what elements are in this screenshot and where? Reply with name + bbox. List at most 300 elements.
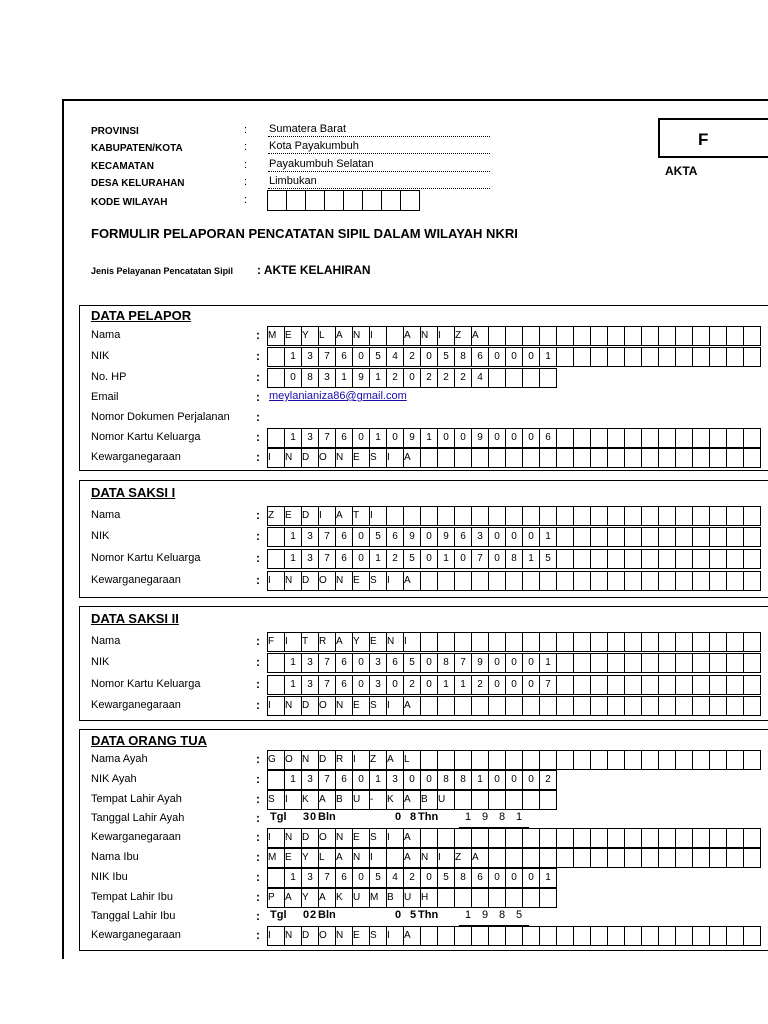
- char-cell[interactable]: 5: [369, 347, 387, 367]
- char-cell[interactable]: 0: [284, 368, 302, 388]
- char-cell[interactable]: 7: [318, 868, 336, 888]
- char-cell[interactable]: A: [471, 326, 489, 346]
- char-cell[interactable]: [420, 632, 438, 652]
- header-value[interactable]: Kota Payakumbuh: [268, 139, 490, 154]
- char-cell[interactable]: [675, 571, 693, 591]
- char-cell[interactable]: 1: [284, 347, 302, 367]
- char-cell[interactable]: I: [267, 696, 285, 716]
- char-cell[interactable]: 1: [539, 527, 557, 547]
- char-cell[interactable]: [573, 675, 591, 695]
- char-cell[interactable]: [471, 571, 489, 591]
- date-day-2[interactable]: 2: [310, 909, 317, 921]
- char-cell[interactable]: [709, 750, 727, 770]
- char-cell[interactable]: 6: [539, 428, 557, 448]
- char-cell[interactable]: I: [318, 506, 336, 526]
- char-cell[interactable]: [743, 828, 761, 848]
- char-cell[interactable]: [658, 448, 676, 468]
- char-cell[interactable]: [505, 326, 523, 346]
- char-cell[interactable]: [505, 926, 523, 946]
- char-cell[interactable]: [743, 571, 761, 591]
- char-cell[interactable]: [607, 675, 625, 695]
- char-cell[interactable]: [556, 428, 574, 448]
- char-cell[interactable]: [488, 750, 506, 770]
- char-cell[interactable]: I: [386, 571, 404, 591]
- char-cell[interactable]: [471, 448, 489, 468]
- char-cell[interactable]: 0: [488, 770, 506, 790]
- char-cell[interactable]: [726, 696, 744, 716]
- char-cell[interactable]: [471, 750, 489, 770]
- char-grid[interactable]: [268, 369, 557, 388]
- char-cell[interactable]: 0: [420, 527, 438, 547]
- char-cell[interactable]: [607, 828, 625, 848]
- char-cell[interactable]: [471, 926, 489, 946]
- char-cell[interactable]: N: [301, 750, 319, 770]
- char-grid[interactable]: [268, 327, 761, 346]
- char-cell[interactable]: [403, 506, 421, 526]
- char-cell[interactable]: U: [403, 888, 421, 908]
- char-cell[interactable]: D: [301, 571, 319, 591]
- char-cell[interactable]: [726, 549, 744, 569]
- char-cell[interactable]: [692, 326, 710, 346]
- char-cell[interactable]: 6: [335, 549, 353, 569]
- char-cell[interactable]: [386, 848, 404, 868]
- char-cell[interactable]: [692, 506, 710, 526]
- char-cell[interactable]: 5: [369, 527, 387, 547]
- char-cell[interactable]: [488, 448, 506, 468]
- char-grid[interactable]: [268, 751, 761, 770]
- char-cell[interactable]: [488, 828, 506, 848]
- char-cell[interactable]: [522, 571, 540, 591]
- char-cell[interactable]: I: [386, 696, 404, 716]
- char-cell[interactable]: N: [335, 696, 353, 716]
- char-cell[interactable]: I: [267, 926, 285, 946]
- char-cell[interactable]: [675, 527, 693, 547]
- date-year-4[interactable]: 5: [516, 909, 523, 921]
- char-cell[interactable]: [726, 750, 744, 770]
- char-cell[interactable]: [658, 653, 676, 673]
- char-cell[interactable]: [590, 347, 608, 367]
- date-tgl[interactable]: Tgl: [270, 909, 287, 921]
- char-cell[interactable]: [675, 848, 693, 868]
- date-day-1[interactable]: 3: [303, 811, 310, 823]
- char-cell[interactable]: 0: [522, 653, 540, 673]
- date-bln[interactable]: Bln: [318, 909, 336, 921]
- char-cell[interactable]: I: [267, 828, 285, 848]
- char-cell[interactable]: 0: [352, 868, 370, 888]
- char-cell[interactable]: [437, 926, 455, 946]
- char-cell[interactable]: D: [301, 828, 319, 848]
- char-cell[interactable]: N: [352, 848, 370, 868]
- date-year-2[interactable]: 9: [482, 811, 489, 823]
- date-year-4[interactable]: 1: [516, 811, 523, 823]
- char-cell[interactable]: [709, 571, 727, 591]
- char-cell[interactable]: [726, 448, 744, 468]
- char-cell[interactable]: [573, 653, 591, 673]
- char-cell[interactable]: [420, 448, 438, 468]
- char-cell[interactable]: 9: [471, 653, 489, 673]
- char-cell[interactable]: [471, 790, 489, 810]
- char-cell[interactable]: Y: [352, 632, 370, 652]
- char-cell[interactable]: [267, 368, 285, 388]
- char-cell[interactable]: [743, 926, 761, 946]
- char-grid[interactable]: [268, 348, 761, 367]
- char-cell[interactable]: [726, 828, 744, 848]
- char-cell[interactable]: [658, 571, 676, 591]
- date-day-2[interactable]: 0: [310, 811, 317, 823]
- char-cell[interactable]: [641, 696, 659, 716]
- char-cell[interactable]: [556, 549, 574, 569]
- char-cell[interactable]: [590, 527, 608, 547]
- date-day-1[interactable]: 0: [303, 909, 310, 921]
- char-cell[interactable]: [505, 696, 523, 716]
- char-cell[interactable]: [573, 848, 591, 868]
- char-cell[interactable]: [590, 506, 608, 526]
- char-cell[interactable]: 2: [454, 368, 472, 388]
- char-cell[interactable]: O: [318, 828, 336, 848]
- date-year-3[interactable]: 8: [499, 909, 506, 921]
- char-cell[interactable]: [726, 675, 744, 695]
- char-cell[interactable]: [726, 428, 744, 448]
- char-grid[interactable]: [268, 633, 761, 652]
- char-cell[interactable]: [709, 428, 727, 448]
- char-cell[interactable]: 6: [386, 653, 404, 673]
- char-cell[interactable]: Y: [301, 888, 319, 908]
- char-cell[interactable]: [675, 549, 693, 569]
- char-cell[interactable]: 1: [369, 549, 387, 569]
- char-cell[interactable]: [743, 347, 761, 367]
- char-cell[interactable]: [726, 571, 744, 591]
- char-cell[interactable]: 9: [403, 527, 421, 547]
- char-cell[interactable]: [573, 347, 591, 367]
- char-cell[interactable]: [505, 368, 523, 388]
- char-cell[interactable]: [641, 347, 659, 367]
- char-cell[interactable]: [386, 506, 404, 526]
- char-cell[interactable]: [505, 828, 523, 848]
- char-grid[interactable]: [268, 507, 761, 526]
- char-cell[interactable]: [692, 828, 710, 848]
- char-cell[interactable]: [590, 549, 608, 569]
- char-cell[interactable]: [505, 848, 523, 868]
- char-cell[interactable]: 7: [318, 653, 336, 673]
- char-cell[interactable]: 1: [284, 770, 302, 790]
- char-cell[interactable]: -: [369, 790, 387, 810]
- date-year-3[interactable]: 8: [499, 811, 506, 823]
- date-month-1[interactable]: 0: [395, 909, 402, 921]
- char-cell[interactable]: A: [403, 326, 421, 346]
- char-cell[interactable]: [675, 632, 693, 652]
- char-cell[interactable]: E: [352, 828, 370, 848]
- char-cell[interactable]: 5: [369, 868, 387, 888]
- char-cell[interactable]: [675, 926, 693, 946]
- char-cell[interactable]: [641, 926, 659, 946]
- char-cell[interactable]: 1: [471, 770, 489, 790]
- char-cell[interactable]: 0: [352, 527, 370, 547]
- char-cell[interactable]: 0: [454, 549, 472, 569]
- char-cell[interactable]: 6: [335, 428, 353, 448]
- char-cell[interactable]: 0: [522, 428, 540, 448]
- char-cell[interactable]: 2: [539, 770, 557, 790]
- char-cell[interactable]: [641, 326, 659, 346]
- char-cell[interactable]: D: [301, 926, 319, 946]
- char-cell[interactable]: [658, 326, 676, 346]
- char-cell[interactable]: P: [267, 888, 285, 908]
- char-cell[interactable]: 0: [505, 527, 523, 547]
- char-cell[interactable]: [573, 632, 591, 652]
- char-cell[interactable]: S: [369, 926, 387, 946]
- char-cell[interactable]: [607, 750, 625, 770]
- date-thn[interactable]: Thn: [418, 811, 439, 823]
- char-cell[interactable]: [624, 632, 642, 652]
- char-cell[interactable]: 5: [403, 549, 421, 569]
- char-cell[interactable]: [590, 750, 608, 770]
- char-cell[interactable]: 1: [369, 770, 387, 790]
- date-year-2[interactable]: 9: [482, 909, 489, 921]
- char-cell[interactable]: A: [386, 750, 404, 770]
- char-cell[interactable]: [437, 828, 455, 848]
- char-cell[interactable]: [675, 428, 693, 448]
- char-cell[interactable]: I: [437, 326, 455, 346]
- char-cell[interactable]: [590, 828, 608, 848]
- char-cell[interactable]: 8: [454, 347, 472, 367]
- char-cell[interactable]: [590, 848, 608, 868]
- char-cell[interactable]: I: [267, 571, 285, 591]
- char-cell[interactable]: [709, 848, 727, 868]
- char-grid[interactable]: [268, 676, 761, 695]
- char-cell[interactable]: [692, 750, 710, 770]
- char-cell[interactable]: [675, 448, 693, 468]
- char-cell[interactable]: E: [352, 696, 370, 716]
- char-cell[interactable]: 8: [301, 368, 319, 388]
- char-cell[interactable]: 0: [522, 675, 540, 695]
- char-cell[interactable]: A: [403, 448, 421, 468]
- char-cell[interactable]: E: [284, 848, 302, 868]
- char-cell[interactable]: [437, 750, 455, 770]
- char-cell[interactable]: [590, 696, 608, 716]
- char-cell[interactable]: [505, 571, 523, 591]
- char-cell[interactable]: [641, 675, 659, 695]
- char-cell[interactable]: [726, 848, 744, 868]
- char-cell[interactable]: 7: [454, 653, 472, 673]
- char-cell[interactable]: 0: [488, 675, 506, 695]
- char-cell[interactable]: E: [352, 448, 370, 468]
- char-cell[interactable]: [675, 696, 693, 716]
- char-cell[interactable]: A: [403, 828, 421, 848]
- char-cell[interactable]: Z: [454, 326, 472, 346]
- char-cell[interactable]: 1: [437, 675, 455, 695]
- char-cell[interactable]: K: [335, 888, 353, 908]
- char-cell[interactable]: S: [267, 790, 285, 810]
- char-cell[interactable]: [267, 653, 285, 673]
- char-cell[interactable]: 6: [335, 770, 353, 790]
- char-cell[interactable]: [624, 571, 642, 591]
- char-cell[interactable]: [488, 506, 506, 526]
- char-cell[interactable]: A: [403, 926, 421, 946]
- char-cell[interactable]: [505, 448, 523, 468]
- char-cell[interactable]: E: [352, 926, 370, 946]
- char-cell[interactable]: R: [335, 750, 353, 770]
- char-cell[interactable]: [692, 549, 710, 569]
- char-cell[interactable]: I: [369, 506, 387, 526]
- char-cell[interactable]: [437, 888, 455, 908]
- char-cell[interactable]: 1: [284, 428, 302, 448]
- char-cell[interactable]: [726, 527, 744, 547]
- char-cell[interactable]: B: [335, 790, 353, 810]
- char-cell[interactable]: [522, 326, 540, 346]
- char-cell[interactable]: [726, 632, 744, 652]
- char-cell[interactable]: 2: [403, 868, 421, 888]
- char-cell[interactable]: [692, 926, 710, 946]
- char-cell[interactable]: 2: [386, 549, 404, 569]
- char-cell[interactable]: [709, 448, 727, 468]
- char-cell[interactable]: [624, 675, 642, 695]
- char-cell[interactable]: 2: [403, 347, 421, 367]
- char-cell[interactable]: 5: [437, 347, 455, 367]
- char-cell[interactable]: [607, 527, 625, 547]
- char-cell[interactable]: O: [284, 750, 302, 770]
- char-cell[interactable]: [454, 750, 472, 770]
- char-cell[interactable]: 3: [369, 653, 387, 673]
- kode-cell[interactable]: [343, 190, 363, 211]
- char-cell[interactable]: N: [352, 326, 370, 346]
- date-year-1[interactable]: 1: [465, 811, 472, 823]
- char-cell[interactable]: 3: [301, 527, 319, 547]
- char-cell[interactable]: [641, 571, 659, 591]
- char-cell[interactable]: 1: [369, 428, 387, 448]
- date-month-1[interactable]: 0: [395, 811, 402, 823]
- char-cell[interactable]: [624, 428, 642, 448]
- char-cell[interactable]: [454, 888, 472, 908]
- char-cell[interactable]: I: [437, 848, 455, 868]
- char-cell[interactable]: [641, 848, 659, 868]
- email-link[interactable]: meylanianiza86@gmail.com: [269, 390, 407, 402]
- char-cell[interactable]: [505, 632, 523, 652]
- char-cell[interactable]: 8: [505, 549, 523, 569]
- char-cell[interactable]: [743, 448, 761, 468]
- char-cell[interactable]: [505, 888, 523, 908]
- char-cell[interactable]: L: [318, 848, 336, 868]
- char-cell[interactable]: Y: [301, 326, 319, 346]
- char-cell[interactable]: I: [403, 632, 421, 652]
- char-cell[interactable]: [454, 632, 472, 652]
- char-cell[interactable]: 3: [369, 675, 387, 695]
- char-cell[interactable]: 0: [352, 428, 370, 448]
- char-cell[interactable]: [692, 448, 710, 468]
- char-cell[interactable]: [607, 506, 625, 526]
- kode-cell[interactable]: [305, 190, 325, 211]
- char-cell[interactable]: 6: [335, 347, 353, 367]
- char-cell[interactable]: 6: [454, 527, 472, 547]
- char-cell[interactable]: [624, 750, 642, 770]
- char-cell[interactable]: [641, 506, 659, 526]
- char-cell[interactable]: H: [420, 888, 438, 908]
- char-cell[interactable]: [573, 926, 591, 946]
- char-cell[interactable]: 8: [454, 770, 472, 790]
- char-cell[interactable]: 0: [488, 868, 506, 888]
- char-cell[interactable]: [556, 571, 574, 591]
- char-cell[interactable]: N: [335, 926, 353, 946]
- char-cell[interactable]: [624, 828, 642, 848]
- char-cell[interactable]: A: [403, 848, 421, 868]
- char-cell[interactable]: [267, 428, 285, 448]
- char-cell[interactable]: [505, 750, 523, 770]
- char-cell[interactable]: [539, 326, 557, 346]
- char-cell[interactable]: [726, 347, 744, 367]
- char-cell[interactable]: 0: [505, 868, 523, 888]
- char-cell[interactable]: I: [369, 326, 387, 346]
- char-cell[interactable]: [539, 790, 557, 810]
- char-cell[interactable]: S: [369, 828, 387, 848]
- char-cell[interactable]: 0: [488, 653, 506, 673]
- char-cell[interactable]: [454, 828, 472, 848]
- char-cell[interactable]: [488, 696, 506, 716]
- char-cell[interactable]: E: [352, 571, 370, 591]
- char-cell[interactable]: [658, 549, 676, 569]
- char-cell[interactable]: 1: [284, 549, 302, 569]
- char-cell[interactable]: [556, 326, 574, 346]
- char-cell[interactable]: 2: [437, 368, 455, 388]
- char-cell[interactable]: 3: [301, 428, 319, 448]
- char-cell[interactable]: [675, 828, 693, 848]
- char-cell[interactable]: A: [403, 696, 421, 716]
- char-cell[interactable]: [692, 428, 710, 448]
- char-cell[interactable]: 0: [522, 527, 540, 547]
- char-cell[interactable]: [556, 675, 574, 695]
- char-cell[interactable]: 0: [420, 549, 438, 569]
- char-cell[interactable]: [471, 632, 489, 652]
- char-cell[interactable]: [420, 696, 438, 716]
- char-cell[interactable]: [505, 790, 523, 810]
- char-cell[interactable]: U: [352, 790, 370, 810]
- char-cell[interactable]: [624, 448, 642, 468]
- char-cell[interactable]: [471, 888, 489, 908]
- char-cell[interactable]: [658, 428, 676, 448]
- char-cell[interactable]: [624, 848, 642, 868]
- char-cell[interactable]: [420, 571, 438, 591]
- date-bln[interactable]: Bln: [318, 811, 336, 823]
- char-cell[interactable]: [539, 448, 557, 468]
- char-cell[interactable]: [573, 506, 591, 526]
- char-cell[interactable]: [624, 506, 642, 526]
- char-cell[interactable]: 7: [318, 675, 336, 695]
- char-grid[interactable]: [268, 927, 761, 946]
- char-cell[interactable]: [726, 506, 744, 526]
- char-cell[interactable]: [590, 632, 608, 652]
- char-cell[interactable]: [573, 828, 591, 848]
- char-cell[interactable]: I: [284, 632, 302, 652]
- char-cell[interactable]: N: [420, 848, 438, 868]
- char-cell[interactable]: R: [318, 632, 336, 652]
- char-cell[interactable]: 4: [471, 368, 489, 388]
- char-cell[interactable]: [556, 632, 574, 652]
- char-cell[interactable]: 6: [471, 347, 489, 367]
- char-cell[interactable]: S: [369, 571, 387, 591]
- char-cell[interactable]: D: [301, 506, 319, 526]
- char-cell[interactable]: [539, 848, 557, 868]
- char-cell[interactable]: 3: [301, 549, 319, 569]
- char-cell[interactable]: 6: [335, 868, 353, 888]
- char-cell[interactable]: 7: [539, 675, 557, 695]
- char-cell[interactable]: N: [284, 571, 302, 591]
- char-cell[interactable]: [658, 926, 676, 946]
- char-cell[interactable]: F: [267, 632, 285, 652]
- char-cell[interactable]: I: [386, 926, 404, 946]
- char-cell[interactable]: [658, 696, 676, 716]
- char-cell[interactable]: [488, 848, 506, 868]
- char-cell[interactable]: [590, 926, 608, 946]
- char-cell[interactable]: 8: [437, 653, 455, 673]
- char-cell[interactable]: [607, 428, 625, 448]
- char-cell[interactable]: [539, 368, 557, 388]
